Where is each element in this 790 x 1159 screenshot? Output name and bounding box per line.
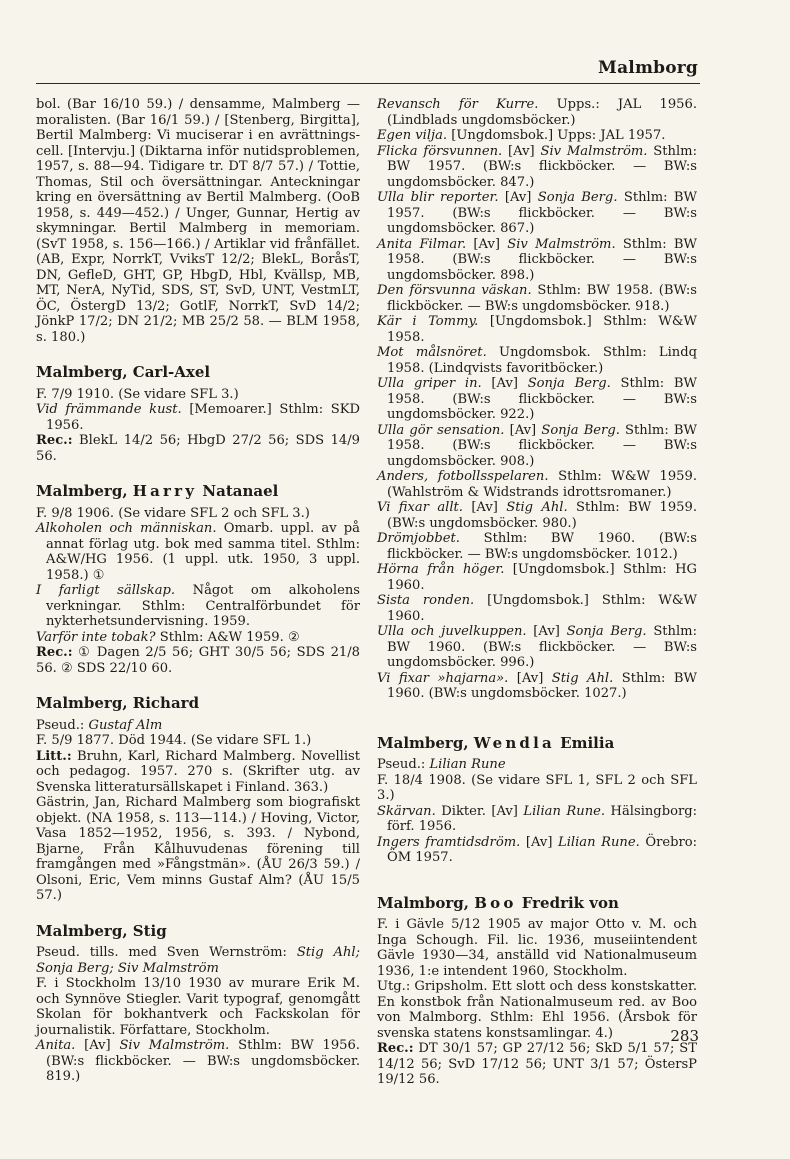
work-entry: Anders, fotbollsspelaren. Sthlm: W&W 1959. (Wahlström & Widstrands idrottsromaner.) [377,469,697,500]
edited-works: Utg.: Gripsholm. Ett slott och dess konstskatter. En konstbok från Nationalmuseum red. av Boo von Malmborg. Sthlm: Ehl 1956. (Årsbok för svenska statens konstsamlingar. 4.) [377,979,697,1041]
entry-heading-harry: Malmberg, Harry Natanael [36,482,279,500]
entry-born: F. 18/4 1908. (Se vidare SFL 1, SFL 2 och SFL 3.) [377,772,697,803]
work-entry: Revansch för Kurre. Upps.: JAL 1956. (Lindblads ungdomsböcker.) [377,97,697,128]
continued-entry-text: bol. (Bar 16/10 59.) / densamme, Malmberg — moralisten. (Bar 16/1 59.) / [Stenberg, Birgitta], Bertil Malmberg: Vi muciserar i en avrättnings-cell. [Intervju.] (Diktarna inför nutidsproblemen, 1957, s. 88—94. Tidigare tr. DT 8/7 57.) / Tottie, Thomas, Stil och översättningar. Anteckningar kring en översättning av Bertil Malmberg. (OoB 1958, s. 449—452.) / Unger, Gunnar, Hertig av skymningar. Bertil Malmberg in memoriam. (SvT 1958, s. 156—166.) / Artiklar vid frånfället. (AB, Expr, NorrkT, VviksT 12/2; BlekL, BoråsT, DN, GefleD, GHT, GP, HbgD, Hbl, Kvällsp, MB, MT, NerA, NyTid, SDS, ST, SvD, UNT, VestmLT, ÖC, ÖstergD 13/2; GotlF, NorrkT, SvD 14/2; JönkP 17/2; DN 21/2; MB 25/2 58. — BLM 1958, s. 180.) [36,97,360,345]
work-entry: I farligt sällskap. Något om alkoholens verkningar. Sthlm: Centralförbundet för nykterhetsundervisning. 1959. [36,583,360,629]
work-entry: Ulla griper in. [Av] Sonja Berg. Sthlm: BW 1958. (BW:s flickböcker. — BW:s ungdomsböcker. 922.) [377,376,697,422]
reviews: Rec.: BlekL 14/2 56; HbgD 27/2 56; SDS 14/9 56. [36,433,360,464]
work-entry: Ulla gör sensation. [Av] Sonja Berg. Sthlm: BW 1958. (BW:s flickböcker. — BW:s ungdomsböcker. 908.) [377,422,697,469]
work-entry: Flicka försvunnen. [Av] Siv Malmström. Sthlm: BW 1957. (BW:s flickböcker. — BW:s ungdomsböcker. 847.) [377,143,697,190]
literature-cont: Gästrin, Jan, Richard Malmberg som biografiskt objekt. (NA 1958, s. 113—114.) / Hoving, Victor, Vasa 1852—1952, 1956, s. 393. / Nybond, Bjarne, Från Kålhuvudenas förening till framgången med »Fångstmän». (ÅU 26/3 59.) / Olsoni, Eric, Vem minns Gustaf Alm? (ÅU 15/5 57.) [36,795,360,903]
work-entry: Drömjobbet. Sthlm: BW 1960. (BW:s flickböcker. — BW:s ungdomsböcker. 1012.) [377,531,697,562]
reviews: Rec.: DT 30/1 57; GP 27/12 56; SkD 5/1 57; ST 14/12 56; SvD 17/12 56; UNT 3/1 57; ÖstersP 19/12 56. [377,1041,697,1087]
entry-heading-wendla: Malmberg, Wendla Emilia [377,733,615,752]
work-entry: Sista ronden. [Ungdomsbok.] Sthlm: W&W 1960. [377,593,697,624]
literature: Litt.: Bruhn, Karl, Richard Malmberg. Novellist och pedagog. 1957. 270 s. (Skrifter utg. av Svenska litteratursällskapet i Finland. 363.) [36,748,360,795]
reviews: Rec.: ① Dagen 2/5 56; GHT 30/5 56; SDS 21/8 56. ② SDS 22/10 60. [36,645,360,676]
biography: F. i Stockholm 13/10 1930 av murare Erik M. och Synnöve Stiegler. Varit typograf, genomgått Skolan för bokhantverk och Fackskolan för journalistik. Författare, Stockholm. [36,976,360,1038]
entry-heading-stig: Malmberg, Stig [36,921,167,940]
work-entry: Kär i Tommy. [Ungdomsbok.] Sthlm: W&W 1958. [377,314,697,345]
page-number: 283 [670,1027,699,1045]
pseudonym: Pseud. tills. med Sven Wernström: Stig Ahl; Sonja Berg; Siv Malmström [36,945,360,976]
entry-heading-carl-axel: Malmberg, Carl-Axel [36,363,211,381]
work-entry: Varför inte tobak? Sthlm: A&W 1959. ② [36,629,300,645]
entry-heading-richard: Malmberg, Richard [36,694,200,712]
running-head: Malmborg [598,58,698,78]
header-rule [36,83,700,84]
work-entry: Mot målsnöret. Ungdomsbok. Sthlm: Lindq 1958. (Lindqvists favoritböcker.) [377,345,698,376]
entry-born: F. 5/9 1877. Död 1944. (Se vidare SFL 1.) [36,733,312,748]
work-entry: Skärvan. Dikter. [Av] Lilian Rune. Hälsingborg: förf. 1956. [377,803,698,834]
work-entry: Anita Filmar. [Av] Siv Malmström. Sthlm: BW 1958. (BW:s flickböcker. — BW:s ungdomsböcker. 898.) [377,236,697,283]
work-entry: Hörna från höger. [Ungdomsbok.] Sthlm: HG 1960. [377,562,697,593]
entry-born: F. 9/8 1906. (Se vidare SFL 2 och SFL 3.) [36,505,310,521]
entry-heading-boo: Malmborg, Boo Fredrik von [377,893,619,912]
right-column [377,97,697,1088]
work-entry: Ulla och juvelkuppen. [Av] Sonja Berg. Sthlm: BW 1960. (BW:s flickböcker. — BW:s ungdomsböcker. 996.) [377,624,697,670]
work-entry: Alkoholen och människan. Omarb. uppl. av på annat förlag utg. bok med samma titel. Sthlm: A&W/HG 1956. (1 uppl. utk. 1950, 3 uppl. 1958.) ① [36,521,360,583]
work-entry: Ingers framtidsdröm. [Av] Lilian Rune. Örebro: ÖM 1957. [377,834,698,865]
pseudonym: Pseud.: Lilian Rune [377,757,506,772]
works-list [377,97,697,702]
work-entry: Vid främmande kust. [Memoarer.] Sthlm: SKD 1956. [36,402,360,433]
entry-born: F. 7/9 1910. (Se vidare SFL 3.) [36,386,239,402]
work-entry: Ulla blir reporter. [Av] Sonja Berg. Sthlm: BW 1957. (BW:s flickböcker. — BW:s ungdomsböcker. 867.) [377,190,697,236]
left-column [36,97,360,1085]
biography: F. i Gävle 5/12 1905 av major Otto v. M. och Inga Schough. Fil. lic. 1936, museiintendent Gävle 1930—34, anställd vid Nationalmuseum 1936, 1:e intendent 1960, Stockholm. [377,917,697,979]
pseudonym: Pseud.: Gustaf Alm [36,717,163,733]
work-entry: Vi fixar »hajarna». [Av] Stig Ahl. Sthlm: BW 1960. (BW:s ungdomsböcker. 1027.) [377,670,697,701]
work-entry: Vi fixar allt. [Av] Stig Ahl. Sthlm: BW 1959. (BW:s ungdomsböcker. 980.) [377,500,698,531]
work-entry: Egen vilja. [Ungdomsbok.] Upps: JAL 1957. [377,128,666,143]
work-entry: Den försvunna väskan. Sthlm: BW 1958. (BW:s flickböcker. — BW:s ungdomsböcker. 918.) [377,283,697,314]
work-entry: Anita. [Av] Siv Malmström. Sthlm: BW 1956. (BW:s flickböcker. — BW:s ungdomsböcker. 819.) [36,1038,360,1084]
